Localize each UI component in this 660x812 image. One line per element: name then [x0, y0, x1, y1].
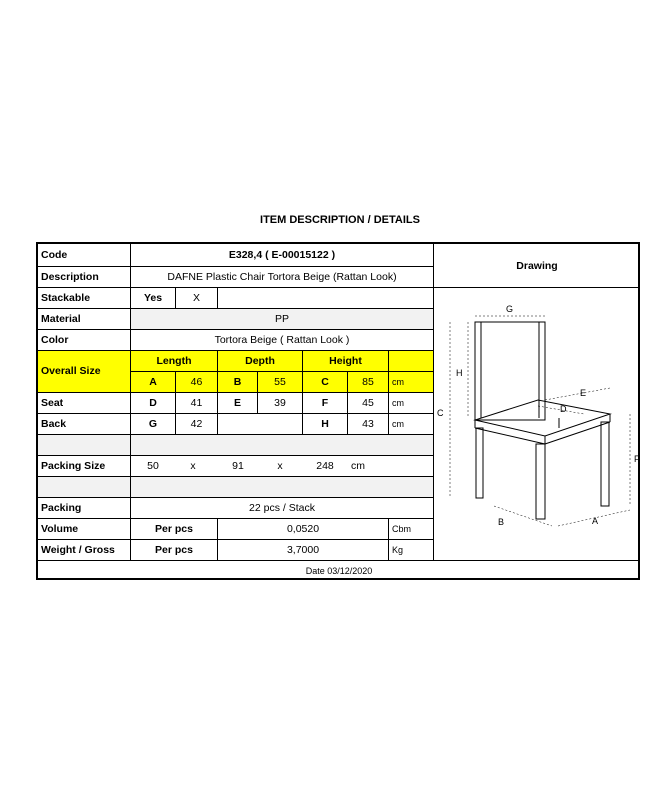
code-value: E328,4 ( E-00015122 ) [228, 249, 336, 261]
dim-d-letter: D [149, 396, 157, 409]
dim-e-value: 39 [274, 396, 286, 409]
drawing-label-f: F [634, 454, 640, 464]
packing-x-1: x [190, 459, 196, 472]
dim-a-letter: A [149, 375, 157, 388]
drawing-label-a: A [592, 516, 599, 526]
unit-cm-1: cm [392, 376, 404, 387]
packing-width: 91 [232, 459, 244, 472]
date-footer: Date 03/12/2020 [305, 565, 373, 576]
drawing-label-e: E [580, 388, 587, 398]
stackable-label: Stackable [41, 291, 91, 304]
volume-unit: Cbm [392, 523, 412, 534]
blank-row-1 [38, 434, 433, 455]
packing-x-2: x [277, 459, 283, 472]
stackable-mark: X [192, 291, 200, 304]
weight-per-pcs: Per pcs [155, 543, 193, 556]
dim-d-value: 41 [190, 396, 203, 409]
page-title: ITEM DESCRIPTION / DETAILS [260, 214, 420, 226]
length-header: Length [156, 354, 192, 367]
dim-f-letter: F [321, 396, 329, 409]
blank-row-2 [38, 476, 433, 497]
seat-label: Seat [41, 396, 64, 409]
description-label: Description [41, 270, 99, 283]
packing-label: Packing [41, 501, 82, 514]
dim-a-value: 46 [190, 375, 203, 388]
color-value: Tortora Beige ( Rattan Look ) [214, 333, 350, 346]
unit-cm-2: cm [392, 397, 404, 408]
dim-h-letter: H [321, 417, 329, 430]
chair-drawing [434, 288, 640, 560]
dim-c-letter: C [321, 375, 329, 388]
drawing-label-d: D [560, 404, 567, 414]
weight-unit: Kg [392, 544, 404, 555]
depth-header: Depth [245, 354, 275, 367]
drawing-label-b: B [498, 517, 505, 527]
dim-b-letter: B [233, 375, 242, 388]
overall-size-label: Overall Size [41, 365, 101, 377]
packing-value: 22 pcs / Stack [249, 501, 315, 514]
dim-f-value: 45 [362, 396, 374, 409]
dim-b-value: 55 [274, 375, 286, 388]
material-value: PP [274, 312, 289, 325]
packing-height: 248 [316, 459, 334, 472]
packing-unit: cm [351, 459, 365, 472]
stackable-yes: Yes [143, 291, 163, 304]
code-label: Code [41, 249, 68, 261]
volume-value: 0,0520 [286, 522, 320, 535]
unit-cm-3: cm [392, 418, 404, 429]
weight-label: Weight / Gross [41, 543, 115, 556]
packing-size-label: Packing Size [41, 459, 106, 472]
description-value: DAFNE Plastic Chair Tortora Beige (Rattan Look) [167, 270, 397, 283]
dim-g-value: 42 [190, 417, 203, 430]
dim-c-value: 85 [362, 375, 374, 388]
packing-length: 50 [147, 459, 159, 472]
drawing-heading: Drawing [516, 259, 558, 272]
drawing-label-g: G [506, 304, 514, 314]
color-label: Color [41, 333, 69, 346]
material-label: Material [41, 312, 81, 325]
volume-per-pcs: Per pcs [155, 522, 193, 535]
weight-value: 3,7000 [286, 543, 320, 556]
volume-label: Volume [41, 522, 79, 535]
spec-sheet [36, 242, 640, 580]
dim-h-value: 43 [362, 417, 374, 430]
drawing-label-c: C [437, 408, 444, 418]
height-header: Height [329, 354, 362, 367]
drawing-label-h: H [456, 368, 463, 378]
dim-g-letter: G [148, 417, 158, 430]
dim-e-letter: E [233, 396, 241, 409]
back-label: Back [41, 417, 67, 430]
